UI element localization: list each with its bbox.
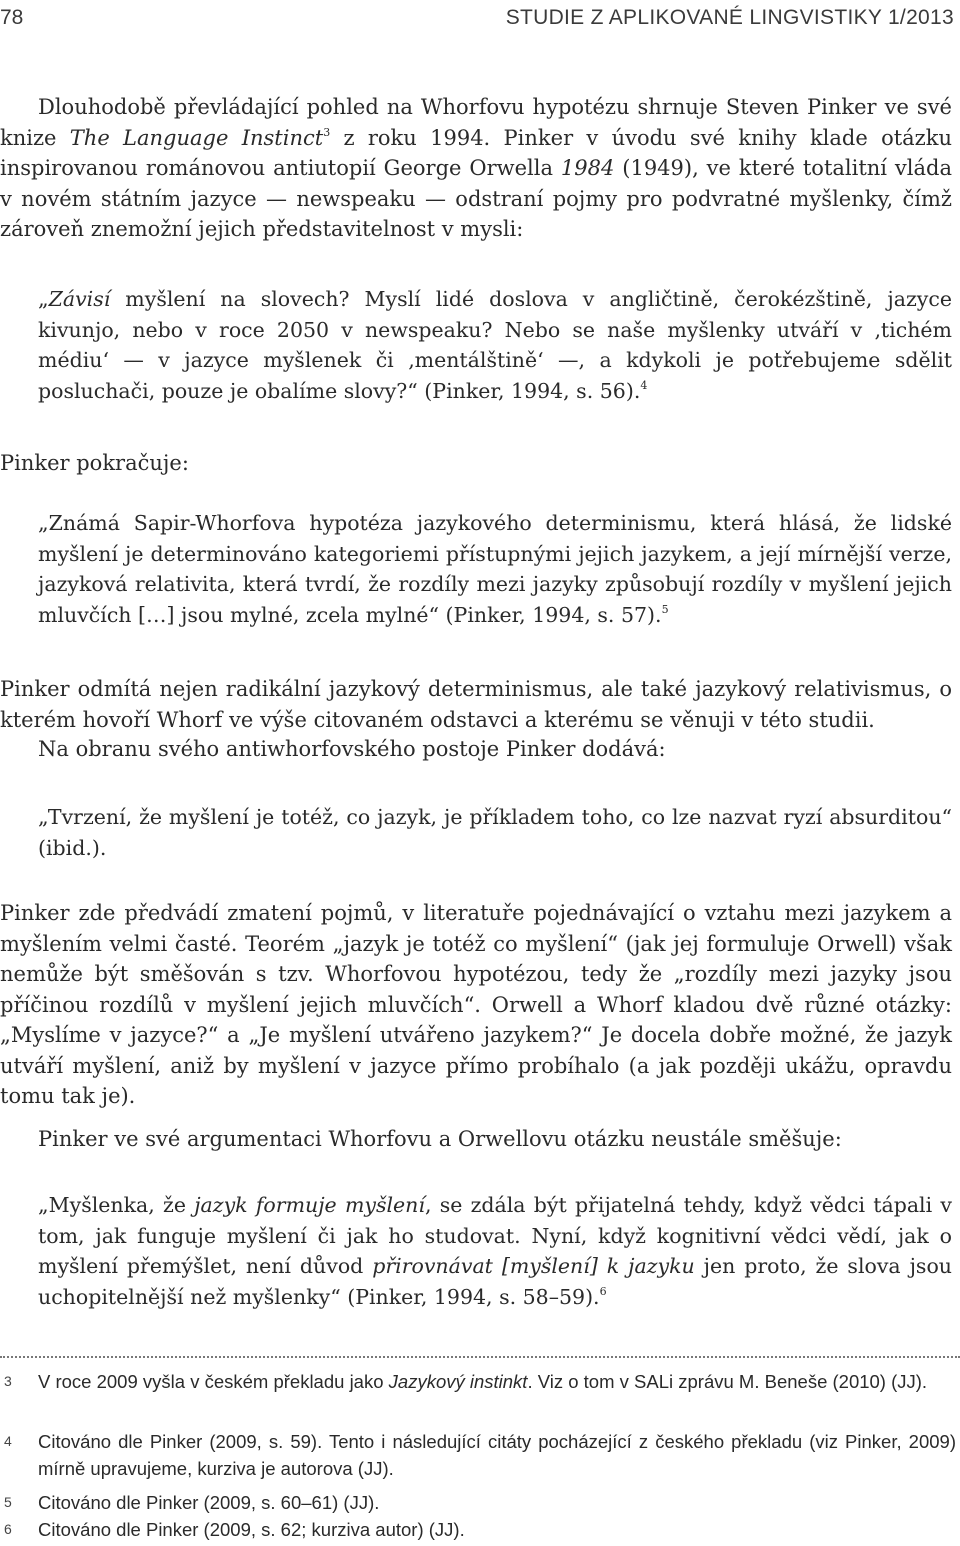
text-run: jazyk formuje myšlení [194,1193,425,1217]
paragraph-intro [0,92,952,245]
block-quote-pinker-4 [38,1190,952,1312]
text-run: myšlení na slovech? Myslí lidé doslova v angličtině, čerokézštině, jazyce kivunjo, nebo v roce 2050 v newspeaku? Nebo se naše myšlenky utváří v ‚tichém médiu‘ — v jazyce myšlenek či ‚mentálštině‘ —, a kdykoli je potřebujeme sdělit posluchači, pouze je obalíme slovy?“ (Pinker, 1994, s. 56). [38,287,952,403]
block-quote-pinker-1 [38,284,952,406]
text-run: „ [38,287,49,311]
paragraph-conflates [0,1124,952,1155]
footnote-text [38,1368,956,1395]
running-head: STUDIE Z APLIKOVANÉ LINGVISTIKY 1/2013 [505,6,954,29]
text-run: V roce 2009 vyšla v českém překladu jako [38,1371,389,1392]
paragraph-defense [0,734,952,765]
footnote-4 [0,1428,960,1484]
text-run: „Myšlenka, že [38,1193,195,1217]
text-run: Pinker odmítá nejen radikální jazykový determinismus, ale také jazykový relativismus, o kterém hovoří Whorf ve výše citovaném odstavci a kterému se věnuji v této studii. [0,677,952,732]
text-run: „Tvrzení, že myšlení je totéž, co jazyk, je příkladem toho, co lze nazvat ryzí absurditou“ (ibid.). [38,805,952,860]
text-run: Pinker pokračuje: [0,451,189,475]
text-run: „Známá Sapir-Whorfova hypotéza jazykového determinismu, která hlásá, že lidské myšlení je determinováno kategoriemi přístupnými jejich jazykem, a její mírnější verze, jazyková relativita, která tvrdí, že rozdíly mezi jazyky způsobují rozdíly v myšlení jejich mluvčích […] jsou mylné, zcela mylné“ (Pinker, 1994, s. 57). [38,511,952,627]
footnote-number: 6 [4,1521,12,1537]
paragraph-confusion [0,898,952,1112]
text-run: z roku 1994. Pinker v úvodu své knihy klade otázku inspirovanou románovou antiutopií George Orwella [0,125,952,180]
footnote-6 [0,1516,960,1544]
text-run: 1984 [560,156,615,180]
footnote-text [38,1489,956,1516]
footnote-ref: 4 [640,378,648,392]
block-quote-pinker-3 [38,802,952,863]
text-run: přirovnávat [myšlení] k jazyku [372,1254,695,1278]
text-run: Pinker ve své argumentaci Whorfovu a Orwellovu otázku neustále směšuje: [38,1127,842,1151]
footnote-ref: 6 [599,1284,607,1298]
paragraph-rejects-relativism [0,674,952,735]
paragraph-pinker-continues [0,448,952,479]
footnote-number: 3 [4,1373,12,1389]
text-run: Pinker zde předvádí zmatení pojmů, v literatuře pojednávající o vztahu mezi jazykem a myšlením velmi časté. Teorém „jazyk je totéž co myšlení“ (jak jej formuluje Orwell) však nemůže být směšován s tzv. Whorfovou hypotézou, tedy že „rozdíly mezi jazyky jsou příčinou rozdílů v myšlení jejich mluvčích“. Orwell a Whorf kladou dvě různé otázky: „Myslíme v jazyce?“ a „Je myšlení utvářeno jazykem?“ Je docela dobře možné, že jazyk utváří myšlení, aniž by myšlení v jazyce přímo probíhalo (a jak později ukážu, opravdu tomu tak je). [0,901,952,1108]
text-run: . Viz o tom v SALi zprávu M. Beneše (2010) (JJ). [527,1371,928,1392]
page-number: 78 [0,6,24,29]
footnote-ref: 5 [661,602,669,616]
footnote-ref: 3 [323,125,331,139]
footnote-text [38,1428,956,1482]
text-run: Citováno dle Pinker (2009, s. 60–61) (JJ). [38,1492,380,1513]
footnote-number: 5 [4,1494,12,1510]
text-run: Citováno dle Pinker (2009, s. 59). Tento i následující citáty pocházející z českého překladu (viz Pinker, 2009) mírně upravujeme, kurziva je autorova (JJ). [38,1431,956,1479]
footnote-number: 4 [4,1433,12,1449]
text-run: Citováno dle Pinker (2009, s. 62; kurziva autor) (JJ). [38,1519,465,1540]
text-run: Dlouhodobě převládající pohled na Whorfovu hypotézu shrnuje Steven Pinker ve své knize [0,95,952,150]
footnote-text [38,1516,956,1543]
text-run: (1949), ve které totalitní vláda v novém státním jazyce — newspeaku — odstraní pojmy pro podvratné myšlenky, čímž zároveň znemožní jejich představitelnost v mysli: [0,156,952,241]
footnote-separator [0,1356,960,1358]
text-run: Na obranu svého antiwhorfovského postoje Pinker dodává: [38,737,666,761]
text-run: Jazykový instinkt [388,1371,528,1392]
block-quote-pinker-2 [38,508,952,630]
text-run: Závisí [48,287,111,311]
text-run: jen proto, že slova jsou uchopitelnější než myšlenky“ (Pinker, 1994, s. 58–59). [38,1254,952,1309]
footnote-3 [0,1368,960,1424]
text-run: , se zdála být přijatelná tehdy, když vědci tápali v tom, jak funguje myšlení či jak ho studovat. Nyní, když kognitivní vědci vědí, jak o myšlení přemýšlet, není důvod [38,1193,952,1278]
footnote-5 [0,1489,960,1517]
text-run: The Language Instinct [69,125,324,150]
page-header [0,6,960,36]
